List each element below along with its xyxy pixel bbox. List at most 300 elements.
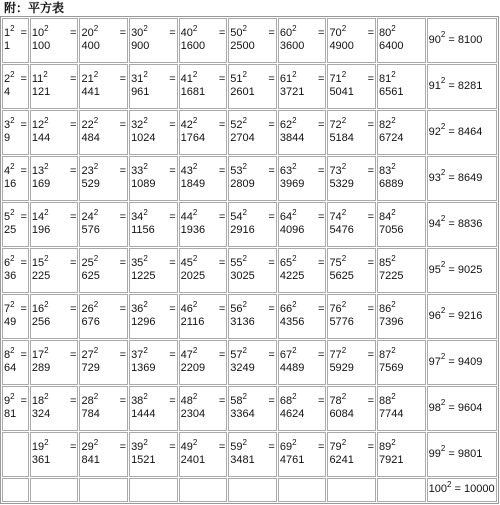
square-cell <box>179 110 228 155</box>
square-expression <box>180 207 226 224</box>
square-value: 529 <box>81 178 100 191</box>
base-number: 95 <box>428 263 441 276</box>
square-value: 1156 <box>131 224 155 237</box>
equals-sign: = <box>70 257 77 270</box>
square-cell <box>278 64 327 109</box>
square-value: 2601 <box>230 86 255 99</box>
square-cell <box>228 248 277 293</box>
exponent: 2 <box>341 299 347 309</box>
square-expression <box>180 437 226 454</box>
base-number: 9 <box>4 395 11 408</box>
empty-cell <box>30 478 79 502</box>
base-number: 16 <box>31 303 45 316</box>
square-value: 484 <box>81 132 100 145</box>
square-cell <box>377 64 426 109</box>
exponent: 2 <box>292 299 297 309</box>
square-expression <box>131 69 176 86</box>
base-number: 41 <box>180 73 193 86</box>
square-value: 9216 <box>457 309 483 322</box>
square-cell <box>278 294 327 339</box>
square-value: 2704 <box>230 132 255 145</box>
square-value: 3969 <box>279 178 305 191</box>
square-value: 4 <box>4 86 11 99</box>
exponent: 2 <box>143 437 148 447</box>
exponent: 2 <box>93 437 99 447</box>
exponent: 2 <box>143 299 148 309</box>
square-expression <box>230 115 275 132</box>
square-value: 6084 <box>329 408 354 421</box>
square-expression <box>131 437 176 454</box>
exponent: 2 <box>242 69 247 79</box>
square-cell <box>228 64 277 109</box>
square-value: 3249 <box>230 362 255 375</box>
square-cell <box>129 340 178 385</box>
exponent: 2 <box>440 260 446 270</box>
base-number: 18 <box>31 395 45 408</box>
base-number: 80 <box>379 27 392 40</box>
exponent: 2 <box>440 306 446 316</box>
square-cell <box>30 340 79 385</box>
square-expression <box>81 299 127 316</box>
exponent: 2 <box>391 299 396 309</box>
square-expression <box>379 207 424 224</box>
equals-sign: = <box>169 349 176 362</box>
square-expression <box>31 253 77 270</box>
equals-sign: = <box>119 349 127 362</box>
square-value: 2304 <box>180 408 206 421</box>
table-row <box>2 64 497 109</box>
square-value: 1681 <box>180 86 206 99</box>
equals-sign: = <box>70 165 77 178</box>
table-row <box>2 478 497 502</box>
base-number: 99 <box>428 447 441 460</box>
square-cell <box>129 18 178 63</box>
square-value: 6400 <box>379 40 404 53</box>
square-cell <box>278 110 327 155</box>
base-number: 93 <box>428 171 441 184</box>
square-expression <box>230 69 275 86</box>
equals-sign: = <box>218 73 226 86</box>
square-expression <box>81 161 127 178</box>
square-value: 2401 <box>180 454 206 467</box>
square-value: 4096 <box>279 224 305 237</box>
exponent: 2 <box>341 253 347 263</box>
equals-sign: = <box>20 349 27 362</box>
square-value: 10000 <box>463 483 495 496</box>
square-expression <box>81 437 127 454</box>
square-value: 400 <box>81 40 100 53</box>
square-expression <box>180 391 226 408</box>
equals-sign: = <box>20 119 27 132</box>
base-number: 3 <box>4 119 11 132</box>
square-value: 9 <box>4 132 11 145</box>
square-expression <box>4 299 27 316</box>
square-value: 169 <box>31 178 51 191</box>
equals-sign: = <box>218 303 226 316</box>
exponent: 2 <box>242 23 247 33</box>
square-cell <box>327 202 376 247</box>
square-cell <box>179 294 228 339</box>
base-number: 27 <box>81 349 94 362</box>
exponent: 2 <box>192 115 198 125</box>
base-number: 36 <box>131 303 144 316</box>
square-cell <box>179 386 228 431</box>
square-value: 8836 <box>457 217 483 230</box>
base-number: 97 <box>428 355 441 368</box>
exponent: 2 <box>44 345 49 355</box>
exponent: 2 <box>10 23 15 33</box>
exponent: 2 <box>341 115 347 125</box>
equals-sign: = <box>367 395 375 408</box>
exponent: 2 <box>242 391 247 401</box>
equals-sign: = <box>268 211 275 224</box>
base-number: 6 <box>4 257 11 270</box>
square-value: 256 <box>31 316 51 329</box>
square-value: 81 <box>4 408 17 421</box>
square-cell <box>30 248 79 293</box>
square-expression <box>31 391 77 408</box>
square-cell <box>179 156 228 201</box>
square-value: 5776 <box>329 316 354 329</box>
square-value: 1521 <box>131 454 156 467</box>
square-expression <box>131 391 176 408</box>
square-value: 3600 <box>279 40 305 53</box>
square-expression <box>131 207 176 224</box>
equals-sign: = <box>445 33 458 46</box>
base-number: 64 <box>279 211 293 224</box>
square-expression <box>279 69 325 86</box>
square-expression <box>31 345 77 362</box>
equals-sign: = <box>445 171 458 184</box>
exponent: 2 <box>10 207 15 217</box>
equals-sign: = <box>169 395 176 408</box>
square-expression <box>279 23 325 40</box>
square-expression <box>4 69 27 86</box>
square-expression <box>230 299 275 316</box>
square-cell-wide <box>427 340 497 385</box>
exponent: 2 <box>341 161 347 171</box>
square-value: 625 <box>81 270 100 283</box>
square-value: 1296 <box>131 316 156 329</box>
equals-sign: = <box>70 395 77 408</box>
equals-sign: = <box>218 211 226 224</box>
equals-sign: = <box>20 257 27 270</box>
square-cell <box>179 18 228 63</box>
square-value: 1600 <box>180 40 206 53</box>
square-value: 36 <box>4 270 17 283</box>
base-number: 49 <box>180 441 193 454</box>
base-number: 91 <box>428 79 441 92</box>
equals-sign: = <box>268 395 275 408</box>
base-number: 30 <box>131 27 144 40</box>
base-number: 2 <box>4 73 11 86</box>
square-cell <box>278 432 327 477</box>
square-cell <box>377 18 426 63</box>
base-number: 8 <box>4 349 11 362</box>
square-expression <box>4 115 27 132</box>
square-value: 64 <box>4 362 17 375</box>
square-value: 7569 <box>379 362 404 375</box>
square-expression <box>4 391 27 408</box>
square-cell <box>327 386 376 431</box>
equals-sign: = <box>367 119 375 132</box>
square-expression <box>180 69 226 86</box>
empty-cell <box>2 478 29 502</box>
base-number: 68 <box>279 395 293 408</box>
exponent: 2 <box>93 299 99 309</box>
square-value: 4356 <box>279 316 305 329</box>
square-cell <box>30 110 79 155</box>
equals-sign: = <box>445 217 458 230</box>
square-expression <box>379 345 424 362</box>
square-value: 9604 <box>457 401 483 414</box>
base-number: 61 <box>279 73 293 86</box>
base-number: 62 <box>279 119 293 132</box>
square-cell <box>278 18 327 63</box>
square-value: 1225 <box>131 270 156 283</box>
equals-sign: = <box>367 303 375 316</box>
square-expression <box>379 115 424 132</box>
square-value: 2916 <box>230 224 255 237</box>
base-number: 31 <box>131 73 144 86</box>
exponent: 2 <box>341 437 347 447</box>
empty-cell <box>278 478 327 502</box>
table-row <box>2 432 497 477</box>
square-cell <box>278 202 327 247</box>
square-cell <box>79 432 128 477</box>
square-expression <box>379 161 424 178</box>
equals-sign: = <box>318 257 325 270</box>
exponent: 2 <box>93 391 99 401</box>
square-cell <box>327 64 376 109</box>
square-value: 576 <box>81 224 100 237</box>
square-expression <box>131 345 176 362</box>
exponent: 2 <box>143 23 148 33</box>
equals-sign: = <box>20 73 27 86</box>
exponent: 2 <box>93 207 99 217</box>
base-number: 39 <box>131 441 144 454</box>
square-value: 6889 <box>379 178 404 191</box>
equals-sign: = <box>445 79 458 92</box>
square-cell <box>2 18 29 63</box>
square-value: 900 <box>131 40 150 53</box>
exponent: 2 <box>93 69 99 79</box>
base-number: 65 <box>279 257 293 270</box>
square-value: 9025 <box>457 263 483 276</box>
exponent: 2 <box>192 69 198 79</box>
equals-sign: = <box>367 257 375 270</box>
base-number: 29 <box>81 441 94 454</box>
exponent: 2 <box>44 391 49 401</box>
square-expression <box>329 207 375 224</box>
squares-table <box>0 16 499 504</box>
square-expression <box>329 23 375 40</box>
equals-sign: = <box>445 309 458 322</box>
equals-sign: = <box>70 349 77 362</box>
square-cell <box>79 110 128 155</box>
square-expression <box>31 437 77 454</box>
square-expression <box>81 207 127 224</box>
exponent: 2 <box>292 69 297 79</box>
equals-sign: = <box>169 165 176 178</box>
equals-sign: = <box>218 349 226 362</box>
equals-sign: = <box>169 257 176 270</box>
square-expression <box>4 207 27 224</box>
base-number: 19 <box>31 441 45 454</box>
exponent: 2 <box>440 76 446 86</box>
equals-sign: = <box>119 165 127 178</box>
base-number: 37 <box>131 349 144 362</box>
base-number: 85 <box>379 257 392 270</box>
exponent: 2 <box>93 161 99 171</box>
square-cell-wide <box>427 432 497 477</box>
square-cell <box>129 248 178 293</box>
exponent: 2 <box>143 253 148 263</box>
square-value: 441 <box>81 86 100 99</box>
exponent: 2 <box>391 115 396 125</box>
square-cell <box>228 294 277 339</box>
base-number: 48 <box>180 395 193 408</box>
table-row <box>2 340 497 385</box>
square-cell <box>79 340 128 385</box>
equals-sign: = <box>318 119 325 132</box>
square-value: 9801 <box>457 447 483 460</box>
square-cell <box>228 340 277 385</box>
square-value: 729 <box>81 362 100 375</box>
exponent: 2 <box>391 23 396 33</box>
equals-sign: = <box>367 165 375 178</box>
square-cell <box>327 18 376 63</box>
square-cell <box>327 248 376 293</box>
square-expression <box>279 299 325 316</box>
exponent: 2 <box>440 122 446 132</box>
base-number: 7 <box>4 303 11 316</box>
square-value: 8100 <box>457 33 483 46</box>
base-number: 25 <box>81 257 94 270</box>
square-value: 361 <box>31 454 51 467</box>
equals-sign: = <box>318 441 325 454</box>
square-cell <box>228 386 277 431</box>
exponent: 2 <box>10 115 15 125</box>
base-number: 84 <box>379 211 392 224</box>
square-expression <box>31 69 77 86</box>
base-number: 94 <box>428 217 441 230</box>
square-expression <box>4 161 27 178</box>
base-number: 83 <box>379 165 392 178</box>
equals-sign: = <box>119 27 127 40</box>
square-cell <box>327 432 376 477</box>
square-value: 1936 <box>180 224 206 237</box>
equals-sign: = <box>218 441 226 454</box>
square-value: 5929 <box>329 362 354 375</box>
base-number: 13 <box>31 165 45 178</box>
square-value: 3844 <box>279 132 305 145</box>
equals-sign: = <box>119 395 127 408</box>
equals-sign: = <box>70 211 77 224</box>
base-number: 69 <box>279 441 293 454</box>
square-cell <box>327 110 376 155</box>
equals-sign: = <box>318 349 325 362</box>
equals-sign: = <box>268 349 275 362</box>
equals-sign: = <box>20 211 27 224</box>
equals-sign: = <box>318 211 325 224</box>
square-cell <box>278 156 327 201</box>
square-value: 2809 <box>230 178 255 191</box>
equals-sign: = <box>169 27 176 40</box>
square-cell-wide <box>427 294 497 339</box>
exponent: 2 <box>43 69 48 79</box>
square-cell <box>377 110 426 155</box>
base-number: 43 <box>180 165 193 178</box>
empty-cell <box>129 478 178 502</box>
equals-sign: = <box>451 483 464 496</box>
base-number: 70 <box>329 27 342 40</box>
exponent: 2 <box>143 161 148 171</box>
exponent: 2 <box>93 253 99 263</box>
square-value: 5476 <box>329 224 354 237</box>
base-number: 56 <box>230 303 243 316</box>
square-expression <box>329 345 375 362</box>
square-expression <box>379 437 424 454</box>
square-expression <box>131 23 176 40</box>
exponent: 2 <box>440 168 446 178</box>
square-cell <box>79 202 128 247</box>
exponent: 2 <box>143 207 148 217</box>
square-expression <box>81 253 127 270</box>
square-value: 5184 <box>329 132 354 145</box>
exponent: 2 <box>391 161 396 171</box>
square-value: 1 <box>4 40 11 53</box>
square-value: 5329 <box>329 178 354 191</box>
exponent: 2 <box>391 345 396 355</box>
square-value: 324 <box>31 408 51 421</box>
exponent: 2 <box>341 69 347 79</box>
base-number: 98 <box>428 401 441 414</box>
exponent: 2 <box>10 161 15 171</box>
square-cell <box>2 156 29 201</box>
square-cell <box>228 156 277 201</box>
exponent: 2 <box>391 207 396 217</box>
square-value: 6724 <box>379 132 404 145</box>
empty-cell <box>79 478 128 502</box>
exponent: 2 <box>192 299 198 309</box>
exponent: 2 <box>192 207 198 217</box>
equals-sign: = <box>367 349 375 362</box>
square-cell <box>228 18 277 63</box>
base-number: 21 <box>81 73 94 86</box>
square-expression <box>329 391 375 408</box>
square-expression <box>81 69 127 86</box>
equals-sign: = <box>445 401 458 414</box>
equals-sign: = <box>445 125 458 138</box>
square-expression <box>230 437 275 454</box>
base-number: 58 <box>230 395 243 408</box>
equals-sign: = <box>367 441 375 454</box>
equals-sign: = <box>20 395 27 408</box>
equals-sign: = <box>218 257 226 270</box>
square-cell <box>327 294 376 339</box>
square-cell <box>377 202 426 247</box>
base-number: 78 <box>329 395 342 408</box>
page-title: 附：平方表 <box>4 1 65 15</box>
exponent: 2 <box>143 69 148 79</box>
square-cell <box>30 202 79 247</box>
square-expression <box>31 23 77 40</box>
base-number: 63 <box>279 165 293 178</box>
square-cell <box>228 432 277 477</box>
equals-sign: = <box>268 73 275 86</box>
equals-sign: = <box>119 73 127 86</box>
